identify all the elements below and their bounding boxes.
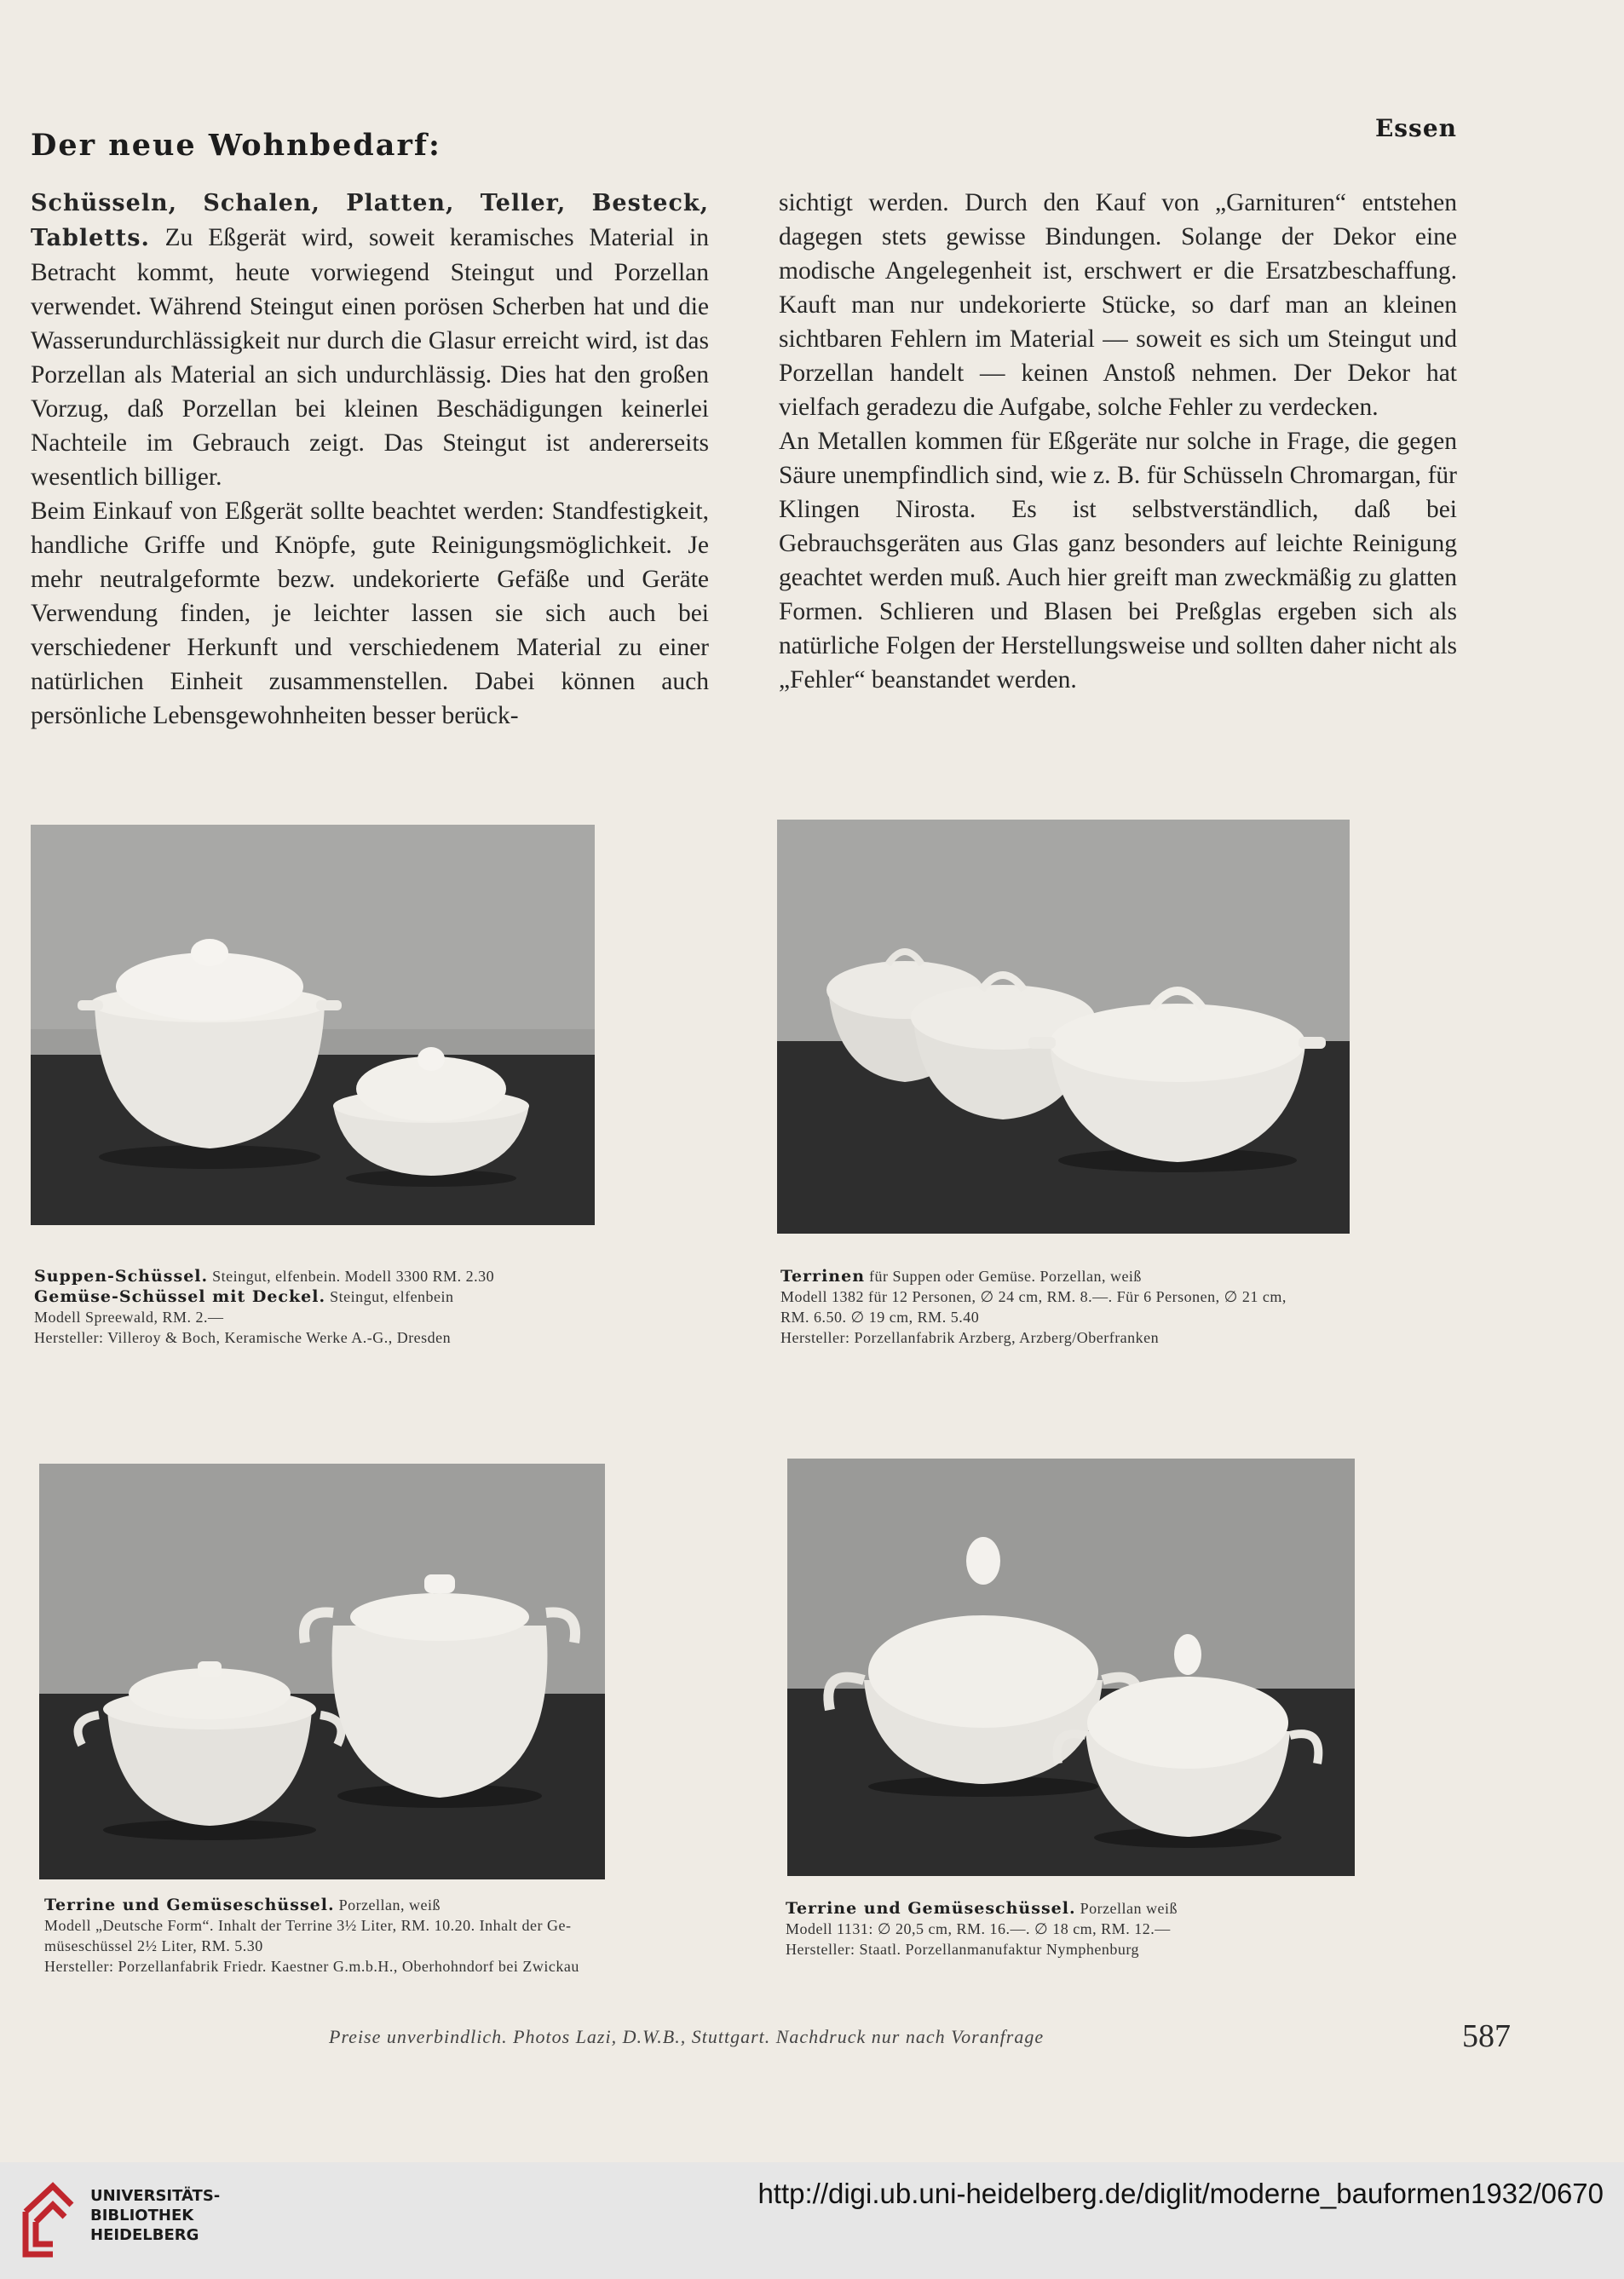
caption-text: Porzellan weiß: [1075, 1900, 1178, 1917]
library-name-line: UNIVERSITÄTS-: [90, 2187, 221, 2205]
caption-line: [44, 1895, 743, 1915]
caption-title: Terrinen: [780, 1267, 866, 1286]
caption-line: Hersteller: Staatl. Porzellanmanufaktur Nymphenburg: [786, 1941, 1140, 1958]
paragraph-metals: An Metallen kommen für Eßgeräte nur solche in Frage, die gegen Säure unempfindlich sind, wie z. B. für Schüsseln Chromargan, für Klingen Nirosta. Es ist selbstverständlich, daß bei Gebrauchsgeräten aus Glas ganz besonders auf leichte Reinigung geachtet werden muß. Auch hier greift man zweckmäßig zu glatten Formen. Schlieren und Blasen bei Preßglas ergeben sich als natürliche Folgen der Herstellungsweise und sollten daher nicht als „Fehler“ beanstandet werden.: [779, 428, 1457, 693]
caption-line: RM. 6.50. ∅ 19 cm, RM. 5.40: [780, 1309, 980, 1326]
caption-photo-3: [44, 1895, 743, 1977]
caption-line: Hersteller: Porzellanfabrik Arzberg, Arzberg/Oberfranken: [780, 1329, 1160, 1346]
page-title: Der neue Wohnbedarf:: [31, 128, 441, 163]
photo-deutsche-form: [39, 1464, 605, 1879]
paragraph-purchase: Beim Einkauf von Eßgerät sollte beachtet werden: Standfestigkeit, handliche Griffe und Knöpfe, gute Reinigungsmöglichkeit. Je mehr neutralgeformte bezw. undekorierte Gefäße und Geräte Verwendung finden, je leichter lassen sie sich auch bei verschiedener Herkunft und verschiedenem Material zu einer natürlichen Einheit zusammenstellen. Dabei können auch persönliche Lebensgewohnheiten besser berück-: [31, 498, 709, 729]
library-name-line: HEIDELBERG: [90, 2226, 199, 2244]
library-name: [90, 2186, 220, 2245]
caption-photo-1: [34, 1266, 631, 1348]
text-column-right: [779, 186, 1457, 697]
caption-line: Modell 1382 für 12 Personen, ∅ 24 cm, RM. 8.—. Für 6 Personen, ∅ 21 cm,: [780, 1288, 1287, 1305]
lead-heading: Schüsseln, Schalen, Platten, Teller, Besteck, Tabletts.: [31, 190, 709, 251]
caption-line: [34, 1286, 631, 1307]
library-logo-icon: [19, 2178, 78, 2259]
caption-text: Steingut, elfenbein. Modell 3300 RM. 2.30: [208, 1268, 495, 1285]
caption-line: Hersteller: Porzellanfabrik Friedr. Kaestner G.m.b.H., Oberhohndorf bei Zwickau: [44, 1958, 579, 1975]
caption-text: Steingut, elfenbein: [325, 1288, 454, 1305]
caption-text: für Suppen oder Gemüse. Porzellan, weiß: [865, 1268, 1142, 1285]
caption-photo-4: [786, 1898, 1382, 1960]
caption-photo-2: [780, 1266, 1462, 1348]
photo-terrinen: [777, 820, 1350, 1234]
section-label: Essen: [1374, 114, 1457, 142]
library-url-link[interactable]: http://digi.ub.uni-heidelberg.de/diglit/moderne_bauformen1932/0670: [757, 2178, 1604, 2209]
photo-credit: Preise unverbindlich. Photos Lazi, D.W.B., Stuttgart. Nachdruck nur nach Voranfrage: [329, 2026, 1045, 2047]
caption-line: Hersteller: Villeroy & Boch, Keramische Werke A.-G., Dresden: [34, 1329, 452, 1346]
paragraph-continuation: sichtigt werden. Durch den Kauf von „Garnituren“ entstehen dagegen stets gewisse Bindungen. Solange der Dekor eine modische Angelegenheit ist, erschwert er die Ersatzbeschaffung. Kauft man nur undekorierte Stücke, so darf man an kleinen sichtbaren Fehlern im Material — soweit es sich um Steingut und Porzellan handelt — keinen Anstoß nehmen. Der Dekor hat vielfach geradezu die Aufgabe, solche Fehler zu verdecken.: [779, 189, 1457, 421]
library-name-line: BIBLIOTHEK: [90, 2207, 194, 2224]
paragraph-intro: [31, 186, 709, 494]
photo-nymphenburg: [787, 1459, 1355, 1876]
text-column-left: [31, 186, 709, 733]
page-number: 587: [1462, 2018, 1511, 2054]
caption-line: [780, 1266, 1462, 1286]
caption-line: Modell Spreewald, RM. 2.—: [34, 1309, 224, 1326]
caption-line: Modell „Deutsche Form“. Inhalt der Terrine 3½ Liter, RM. 10.20. Inhalt der Ge-: [44, 1917, 572, 1934]
intro-text: Zu Eßgerät wird, soweit keramisches Material in Betracht kommt, heute vorwiegend Steingut und Porzellan verwendet. Während Steingut einen porösen Scherben hat und die Wasserundurchlässigkeit nur durch die Glasur erreicht wird, ist das Porzellan als Material an sich undurchlässig. Dies hat den großen Vorzug, daß Porzellan bei kleinen Beschädigungen keinerlei Nachteile im Gebrauch zeigt. Das Steingut ist andererseits wesentlich billiger.: [31, 224, 709, 491]
photo-suppen-schuessel: [31, 825, 595, 1225]
caption-text: Porzellan, weiß: [334, 1896, 441, 1914]
caption-line: müseschüssel 2½ Liter, RM. 5.30: [44, 1937, 263, 1954]
caption-line: Modell 1131: ∅ 20,5 cm, RM. 16.—. ∅ 18 cm, RM. 12.—: [786, 1920, 1171, 1937]
caption-title: Terrine und Gemüseschüssel.: [786, 1899, 1076, 1918]
caption-title: Terrine und Gemüseschüssel.: [44, 1896, 335, 1914]
caption-title: Suppen-Schüssel.: [34, 1267, 209, 1286]
caption-line: [34, 1266, 631, 1286]
caption-title: Gemüse-Schüssel mit Deckel.: [34, 1287, 326, 1306]
caption-line: [786, 1898, 1382, 1919]
